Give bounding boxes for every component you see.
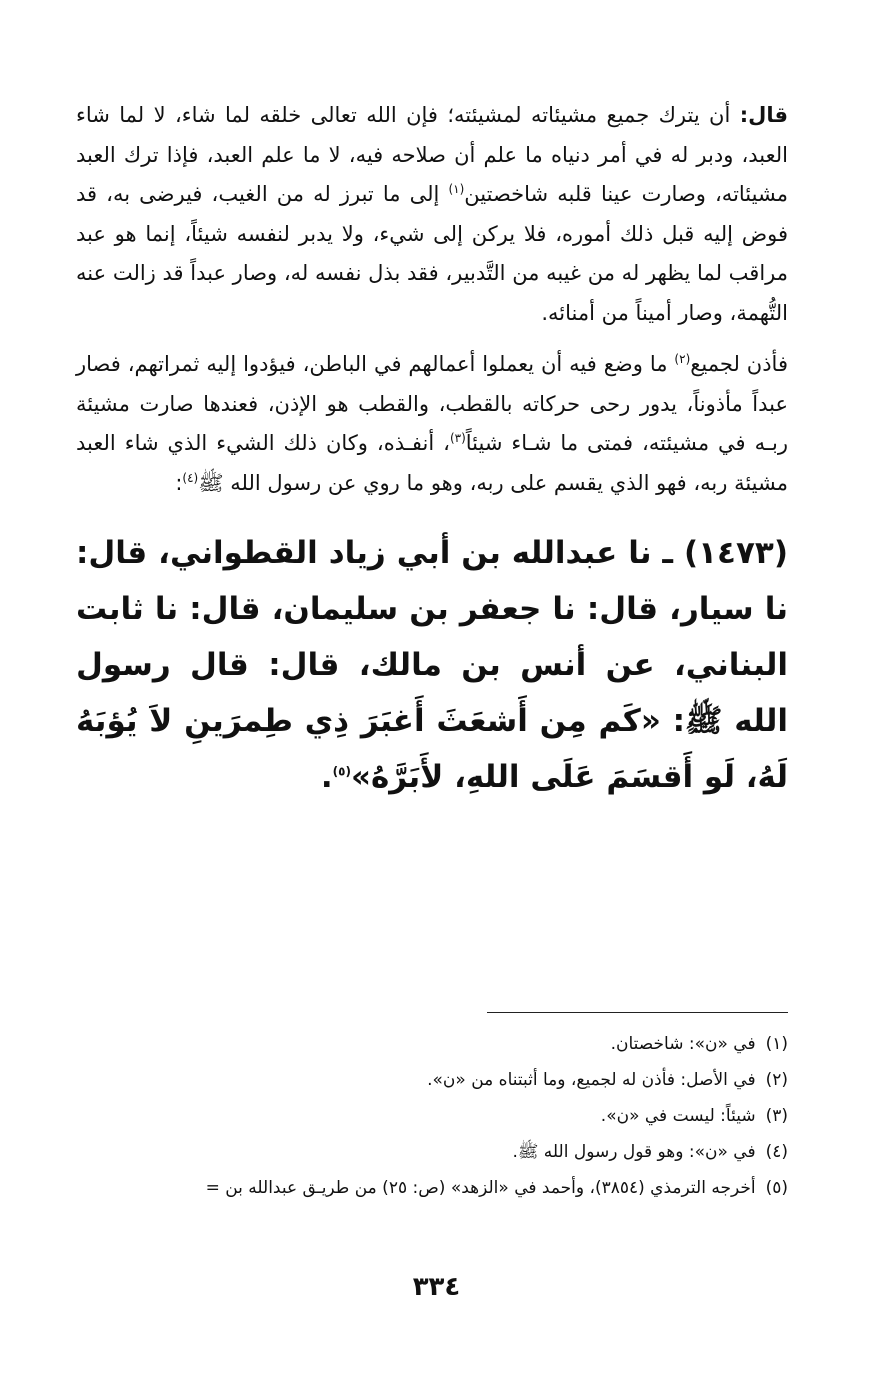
footnote-4 — [76, 1134, 788, 1170]
hadith-isnad: ـ نا عبدالله بن أبي زياد القطواني، قال: نا سيار، قال: نا جعفر بن سليمان، قال: نا ثابت البناني، عن أنس بن مالك، قال: قال رسول الله ﷺ: — [76, 535, 789, 739]
paragraph-text: أن يترك جميع مشيئاته لمشيئته؛ فإن الله تعالى خلقه لما شاء، لا لما شاء العبد، ودبر له في أمر دنياه ما علم أن صلاحه فيه، لا ما علم العبد، فإذا ترك العبد مشيئاته، وصارت عينا قلبه شاخصتين — [76, 103, 788, 206]
footnotes — [76, 1026, 788, 1206]
footnote-number: (١) — [765, 1034, 788, 1054]
paragraph-text: ، أنفـذه، وكان ذلك الشيء الذي شاء العبد مشيئة ربه، فهو الذي يقسم على ربه، وهو ما روي عن رسول الله ﷺ — [76, 431, 788, 495]
paragraph-text: فأذن لجميع — [690, 352, 788, 376]
page-number: ٣٣٤ — [412, 1272, 461, 1302]
hadith-end: . — [320, 759, 333, 795]
footnote-text: في «ن»: شاخصتان. — [610, 1034, 756, 1054]
hadith-block — [76, 525, 788, 805]
footnote-ref-3[interactable]: (٣) — [449, 431, 466, 445]
paragraph-text: إلى ما تبرز له من الغيب، فيرضى به، قد فوض إليه قبل ذلك أموره، فلا يركن إلى شيء، ولا يدبر لنفسه شيئاً، إنما هو عبد مراقب لما يظهر له من غيبه من التَّدبير، فقد بذل نفسه له، وصار عبداً قد زالت عنه التُّهمة، وصار أميناً من أمنائه. — [76, 182, 788, 325]
footnote-ref-4[interactable]: (٤) — [182, 470, 199, 485]
paragraph-text: : — [175, 470, 183, 495]
footnote-1 — [76, 1026, 788, 1062]
footnote-number: (٢) — [765, 1070, 788, 1090]
footnote-number: (٥) — [765, 1178, 788, 1198]
footnote-text: في الأصل: فأذن له لجميع، وما أثبتناه من «ن». — [427, 1070, 756, 1090]
main-text — [76, 96, 788, 805]
paragraph-2 — [76, 345, 788, 503]
footnote-divider — [487, 1012, 788, 1013]
footnote-number: (٣) — [765, 1106, 788, 1126]
footnote-3 — [76, 1098, 788, 1134]
hadith-number: (١٤٧٣) — [683, 535, 788, 571]
paragraph-1 — [76, 96, 788, 333]
footnote-number: (٤) — [765, 1142, 788, 1162]
footnote-ref-1[interactable]: (١) — [448, 182, 465, 196]
footnote-text: في «ن»: وهو قول رسول الله ﷺ. — [512, 1142, 756, 1162]
footnote-ref-2[interactable]: (٢) — [674, 352, 691, 366]
paragraph-text: ما وضع فيه أن يعملوا أعمالهم في الباطن، فيؤدوا إليه ثمراتهم، فصار عبداً مأذوناً، يدور رحى حركاته بالقطب، والقطب هو الإذن، فعندها صارت مشيئة ربـه في مشيئته، فمتى ما شـاء شيئاً — [76, 352, 788, 455]
footnote-ref-5[interactable]: (٥) — [332, 764, 351, 779]
footnote-text: شيئاً: ليست في «ن». — [600, 1106, 756, 1126]
paragraph-lead-word: قال: — [739, 103, 788, 127]
hadith-matn: «كَم مِن أَشعَثَ أَغبَرَ ذِي طِمرَينِ لاَ يُؤبَهُ لَهُ، لَو أَقسَمَ عَلَى اللهِ، لأَبَرَّهُ» — [76, 703, 788, 795]
footnote-5 — [76, 1170, 788, 1206]
footnote-2 — [76, 1062, 788, 1098]
footnote-text: أخرجه الترمذي (٣٨٥٤)، وأحمد في «الزهد» (ص: ٢٥) من طريـق عبدالله بن = — [205, 1178, 756, 1198]
